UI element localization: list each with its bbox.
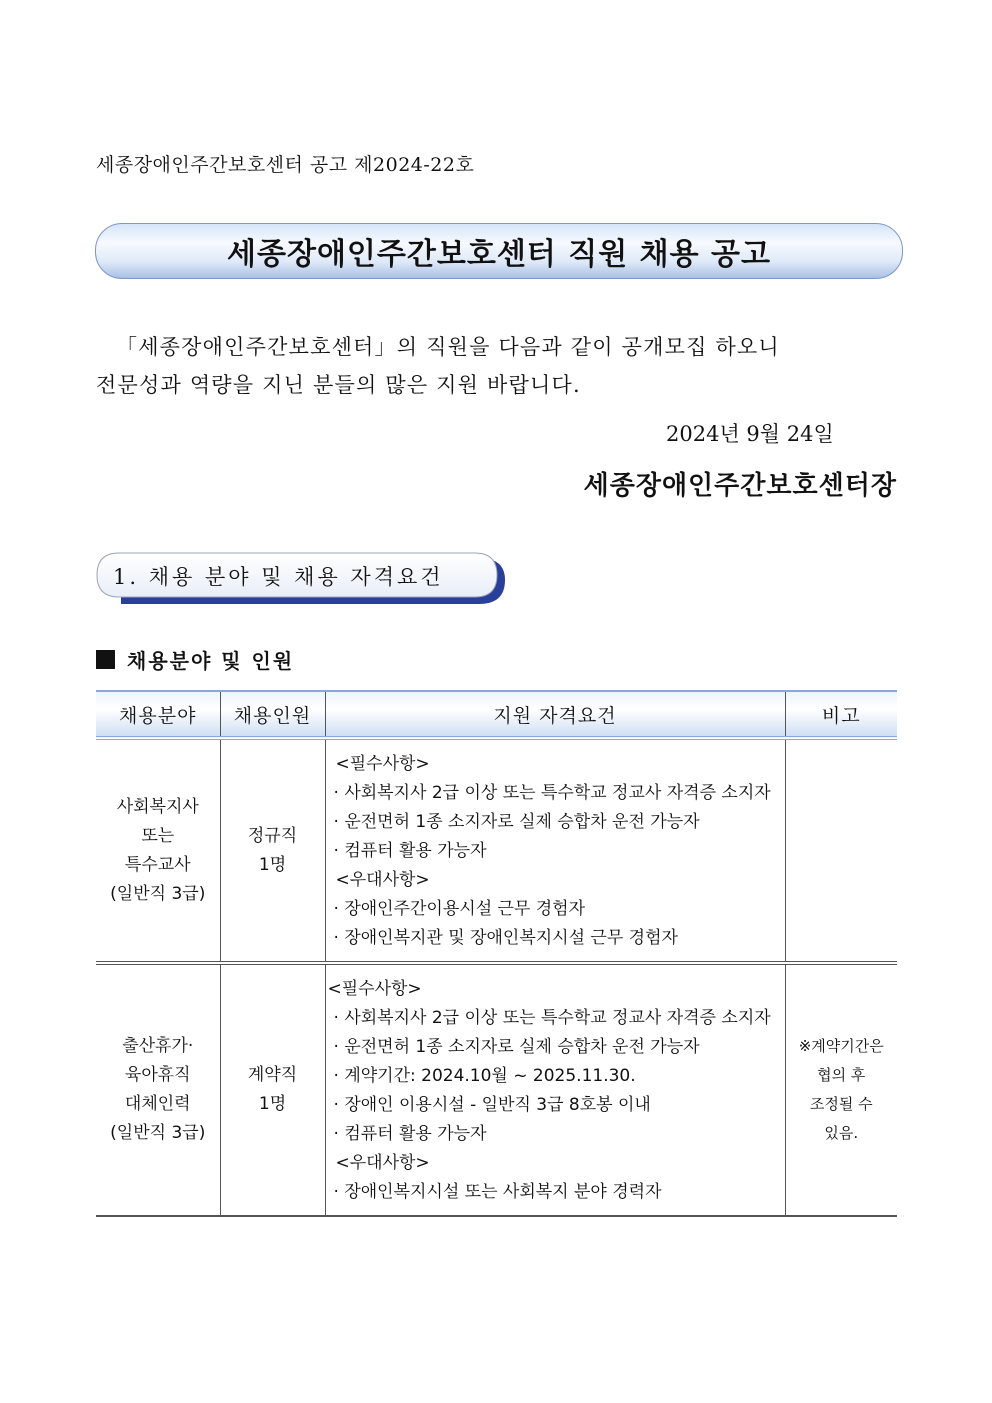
list-item: · 장애인주간이용시설 근무 경험자 xyxy=(333,899,586,919)
field-line: 육아휴직 xyxy=(124,1065,191,1085)
note-line: ※계약기간은 xyxy=(798,1037,884,1055)
square-bullet-icon xyxy=(96,650,115,669)
note-line: 협의 후 xyxy=(817,1066,866,1084)
list-item: · 운전면허 1종 소지자로 실제 승합차 운전 가능자 xyxy=(333,1037,700,1057)
list-item: · 컴퓨터 활용 가능자 xyxy=(333,1124,487,1144)
list-item: · 컴퓨터 활용 가능자 xyxy=(333,841,487,861)
table-row xyxy=(96,963,897,1216)
count-line: 1명 xyxy=(258,854,287,875)
intro-line-2: 전문성과 역량을 지닌 분들의 많은 지원 바랍니다. xyxy=(96,373,581,397)
note-line: 있음. xyxy=(824,1124,859,1142)
cell-requirements xyxy=(325,963,785,1216)
sub-heading xyxy=(96,645,294,674)
count-line: 정규직 xyxy=(247,825,298,846)
intro-line-1: 「세종장애인주간보호센터」의 직원을 다음과 같이 공개모집 하오니 xyxy=(116,335,780,359)
field-line: (일반직 3급) xyxy=(110,1123,206,1143)
header-field: 채용분야 xyxy=(96,691,220,738)
list-item: · 계약기간: 2024.10월 ~ 2025.11.30. xyxy=(333,1066,636,1086)
list-item: · 운전면허 1종 소지자로 실제 승합차 운전 가능자 xyxy=(333,812,700,832)
list-item: · 장애인복지관 및 장애인복지시설 근무 경험자 xyxy=(333,928,678,948)
field-line: 출산휴가· xyxy=(122,1036,194,1056)
cell-note xyxy=(785,738,897,963)
cell-note xyxy=(785,963,897,1216)
issuer: 세종장애인주간보호센터장 xyxy=(583,471,897,501)
count-line: 계약직 xyxy=(247,1065,298,1085)
note-line: 조정될 수 xyxy=(809,1095,873,1113)
section-1-banner xyxy=(95,552,505,602)
cell-requirements xyxy=(325,738,785,963)
notice-number: 세종장애인주간보호센터 공고 제2024-22호 xyxy=(96,154,475,176)
header-count: 채용인원 xyxy=(220,691,325,738)
sub-heading-text: 채용분야 및 인원 xyxy=(127,649,295,673)
required-title: <필수사항> xyxy=(327,979,422,999)
field-line: 또는 xyxy=(141,825,175,846)
notice-date: 2024년 9월 24일 xyxy=(666,422,834,446)
list-item: · 장애인복지시설 또는 사회복지 분야 경력자 xyxy=(333,1182,662,1202)
field-line: (일반직 3급) xyxy=(110,883,206,904)
cell-count xyxy=(220,963,325,1216)
required-title: <필수사항> xyxy=(335,754,430,774)
preferred-title: <우대사항> xyxy=(335,870,430,890)
cell-count xyxy=(220,738,325,963)
count-line: 1명 xyxy=(258,1094,287,1114)
section-1-title: 1. 채용 분야 및 채용 자격요건 xyxy=(113,565,444,589)
list-item: · 사회복지사 2급 이상 또는 특수학교 정교사 자격증 소지자 xyxy=(333,783,771,803)
list-item: · 사회복지사 2급 이상 또는 특수학교 정교사 자격증 소지자 xyxy=(333,1008,771,1028)
cell-field xyxy=(96,738,220,963)
document-title: 세종장애인주간보호센터 직원 채용 공고 xyxy=(227,237,771,272)
table-row xyxy=(96,738,897,963)
cell-field xyxy=(96,963,220,1216)
preferred-title: <우대사항> xyxy=(335,1153,430,1173)
title-banner xyxy=(95,223,903,279)
intro-paragraph xyxy=(96,328,896,404)
field-line: 대체인력 xyxy=(124,1094,191,1114)
recruitment-table xyxy=(96,690,897,1217)
table-header-row xyxy=(96,691,897,738)
header-requirements: 지원 자격요건 xyxy=(325,691,785,738)
header-note: 비고 xyxy=(785,691,897,738)
field-line: 특수교사 xyxy=(124,854,191,875)
list-item: · 장애인 이용시설 - 일반직 3급 8호봉 이내 xyxy=(333,1095,651,1115)
field-line: 사회복지사 xyxy=(116,796,199,817)
